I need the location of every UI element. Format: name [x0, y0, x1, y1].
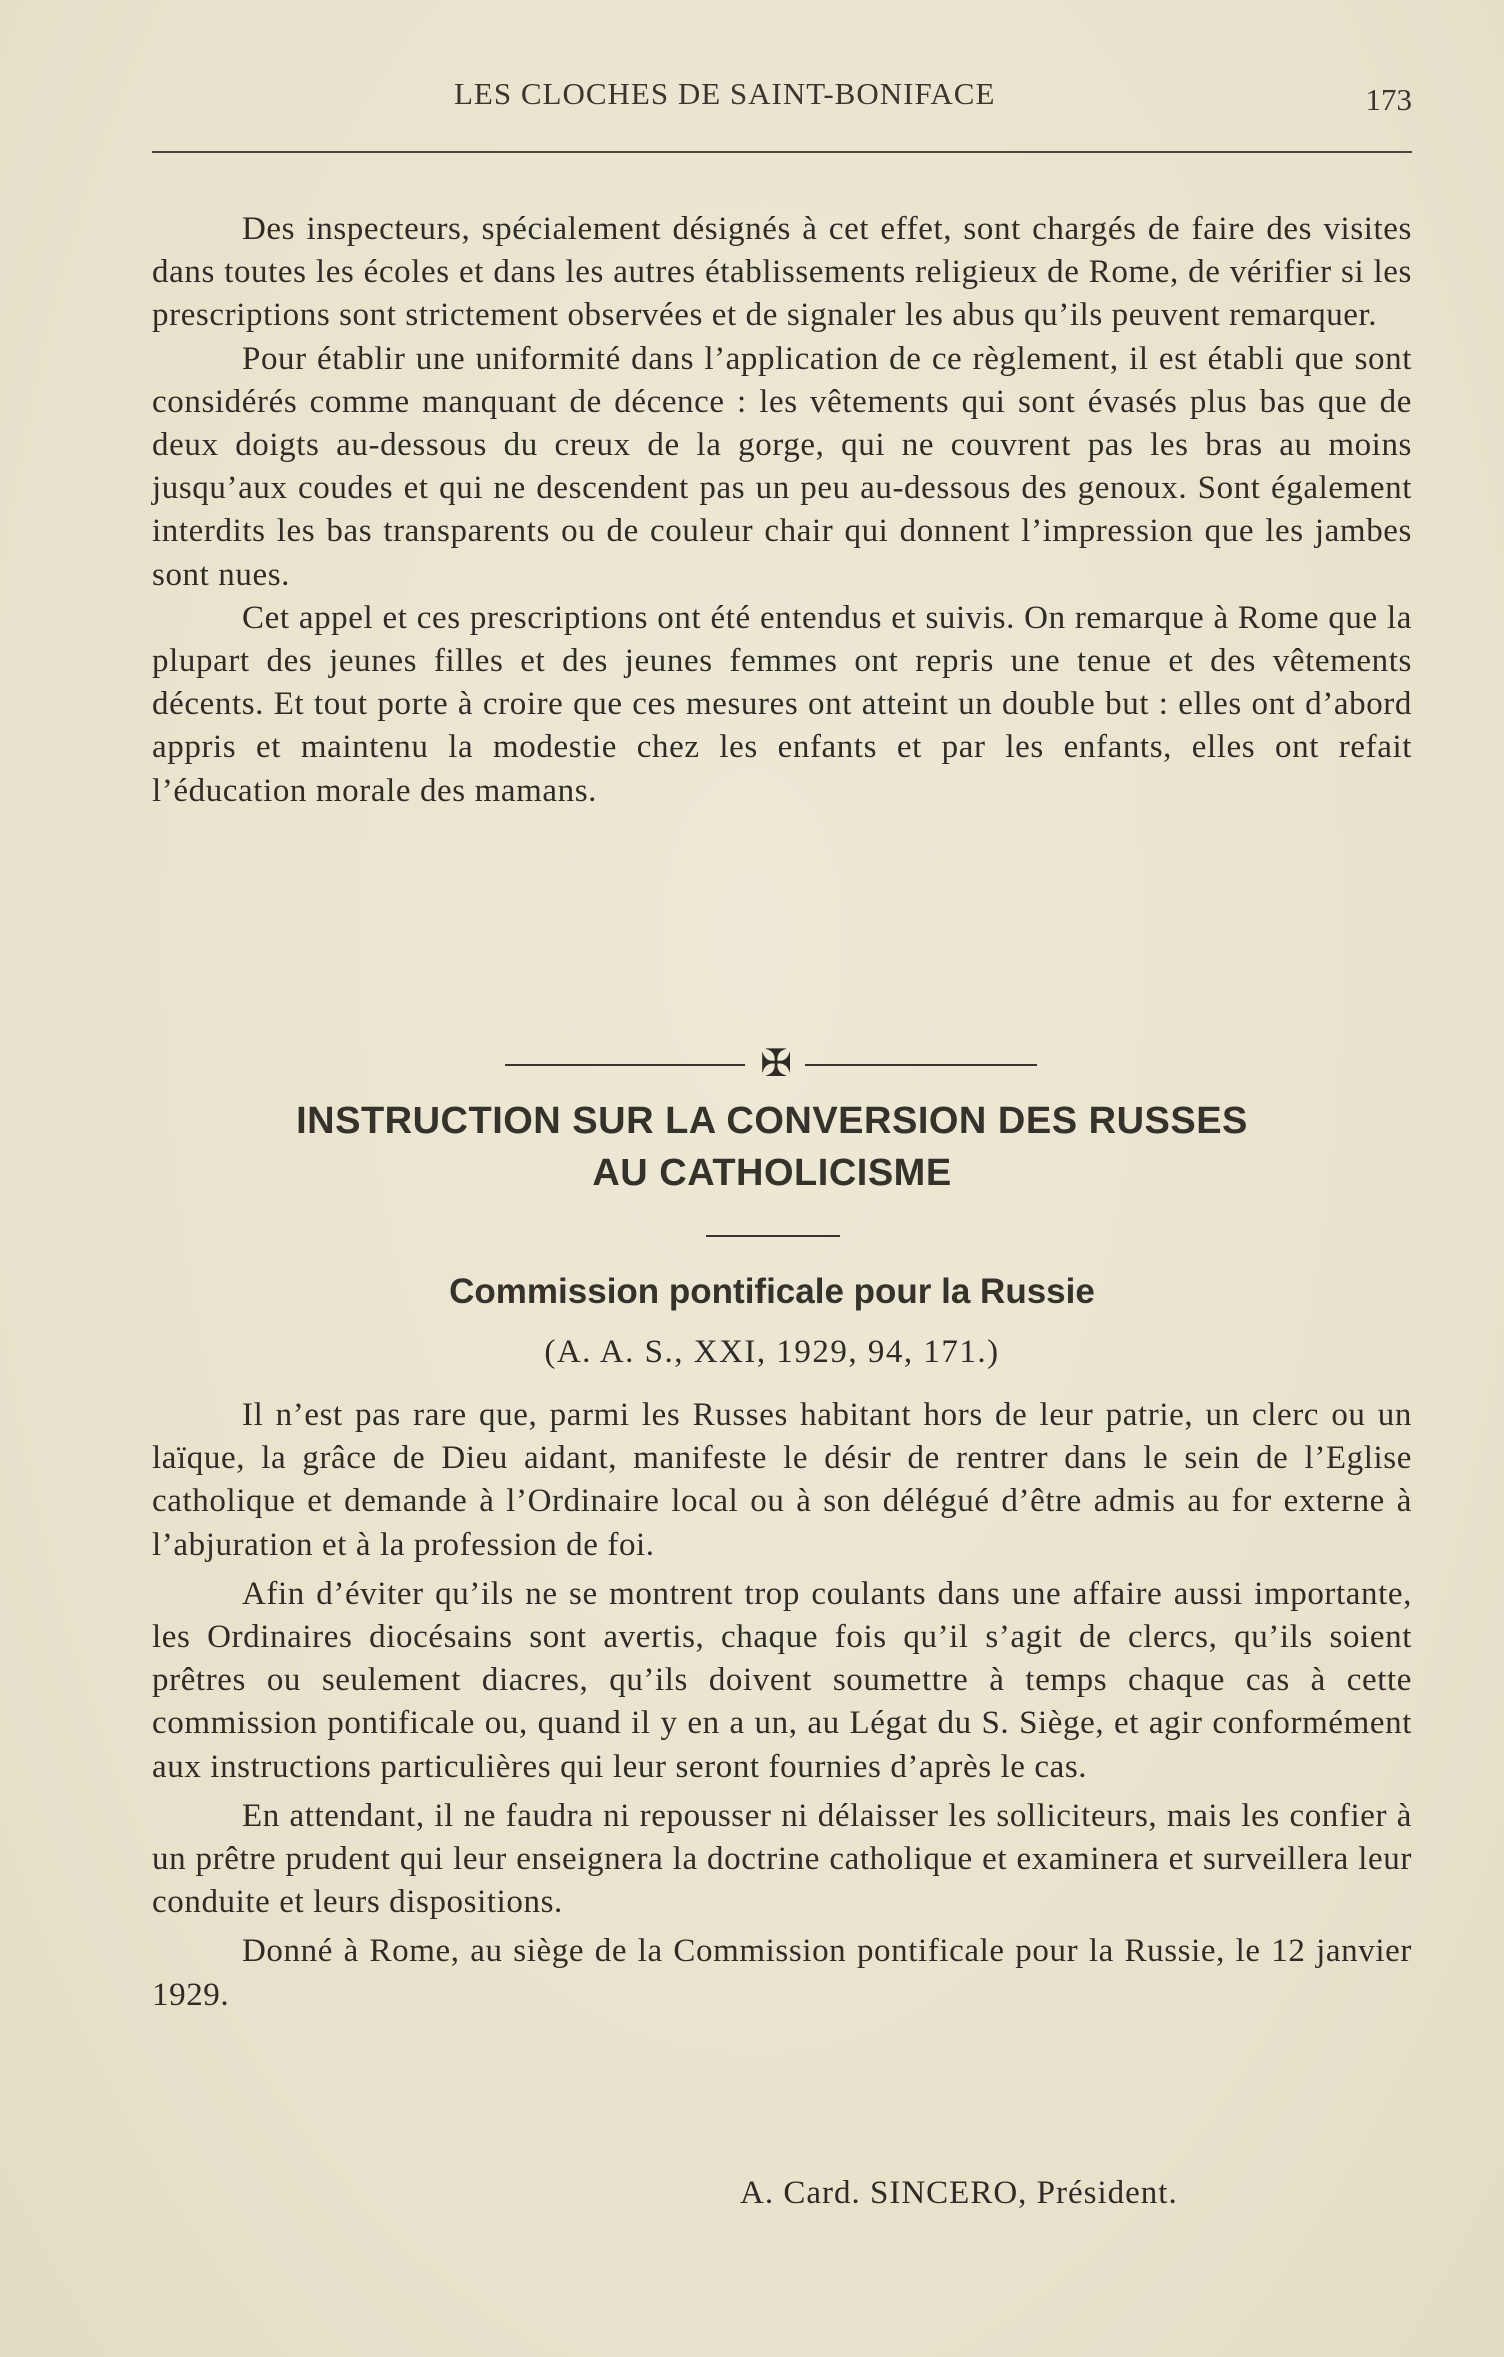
- divider-line-left: [505, 1064, 745, 1066]
- instruction-text: [152, 1394, 1412, 2017]
- section-subtitle: Commission pontificale pour la Russie: [449, 1272, 1095, 1311]
- section-title-line-2: AU CATHOLICISME: [592, 1152, 952, 1194]
- section-title: [152, 1095, 1392, 1199]
- running-title: LES CLOCHES DE SAINT-BONIFACE: [454, 76, 996, 111]
- paragraph-results: Cet appel et ces prescriptions ont été entendus et suivis. On remarque à Rome que la plupart des jeunes filles et des jeunes femmes ont repris une tenue et des vêtements décents. Et tout porte à croire que ces mesures ont atteint un double but : elles ont d’abord appris et maintenu la modestie chez les enfants et par les enfants, elles ont refait l’éducation morale des mamans.: [152, 599, 1412, 809]
- section-divider: [505, 1041, 1035, 1085]
- article-continuation: [152, 208, 1412, 813]
- cross-ornament-icon: ✠: [760, 1041, 792, 1085]
- source-reference: (A. A. S., XXI, 1929, 94, 171.): [544, 1334, 1000, 1370]
- paragraph-decency-rules: Pour établir une uniformité dans l’application de ce règlement, il est établi que sont considérés comme manquant de décence : les vêtements qui sont évasés plus bas que de deux doigts au-dessous du creux de la gorge, qui ne couvrent pas les bras au moins jusqu’aux coudes et qui ne descendent pas un peu au-dessous des genoux. Sont également interdits les bas transparents ou de couleur chair qui donnent l’impression que les jambes sont nues.: [152, 340, 1412, 593]
- paragraph-given-at-rome: Donné à Rome, au siège de la Commission pontificale pour la Russie, le 12 janvier 1929.: [152, 1933, 1412, 2013]
- header-rule: [152, 151, 1412, 153]
- paragraph-meanwhile: En attendant, il ne faudra ni repousser ni délaisser les solliciteurs, mais les confier à un prêtre prudent qui leur enseignera la doctrine catholique et examinera et surveillera leur conduite et leurs dispositions.: [152, 1797, 1412, 1921]
- section-title-line-1: INSTRUCTION SUR LA CONVERSION DES RUSSES: [296, 1100, 1248, 1142]
- title-rule: [706, 1235, 840, 1237]
- paragraph-inspectors: Des inspecteurs, spécialement désignés à cet effet, sont chargés de faire des visites dans toutes les écoles et dans les autres établissements religieux de Rome, de vérifier si les prescriptions sont strictement observées et de signaler les abus qu’ils peuvent remarquer.: [152, 211, 1412, 334]
- page-header: [152, 70, 1412, 120]
- page-number: 173: [1365, 82, 1412, 117]
- signature: A. Card. SINCERO, Président.: [740, 2175, 1178, 2211]
- paragraph-intro: Il n’est pas rare que, parmi les Russes habitant hors de leur patrie, un clerc ou un laïque, la grâce de Dieu aidant, manifeste le désir de rentrer dans le sein de l’Eglise catholique et demande à l’Ordinaire local ou à son délégué d’être admis au for externe à l’abjuration et à la profession de foi.: [152, 1397, 1412, 1563]
- divider-line-right: [805, 1064, 1037, 1066]
- paragraph-clergy: Afin d’éviter qu’ils ne se montrent trop coulants dans une affaire aussi importante, les Ordinaires diocésains sont avertis, chaque fois qu’il s’agit de clercs, qu’ils soient prêtres ou seulement diacres, qu’ils doivent soumettre à temps chaque cas à cette commission pontificale ou, quand il y en a un, au Légat du S. Siège, et agir conformément aux instructions particulières qui leur seront fournies d’après le cas.: [152, 1575, 1412, 1785]
